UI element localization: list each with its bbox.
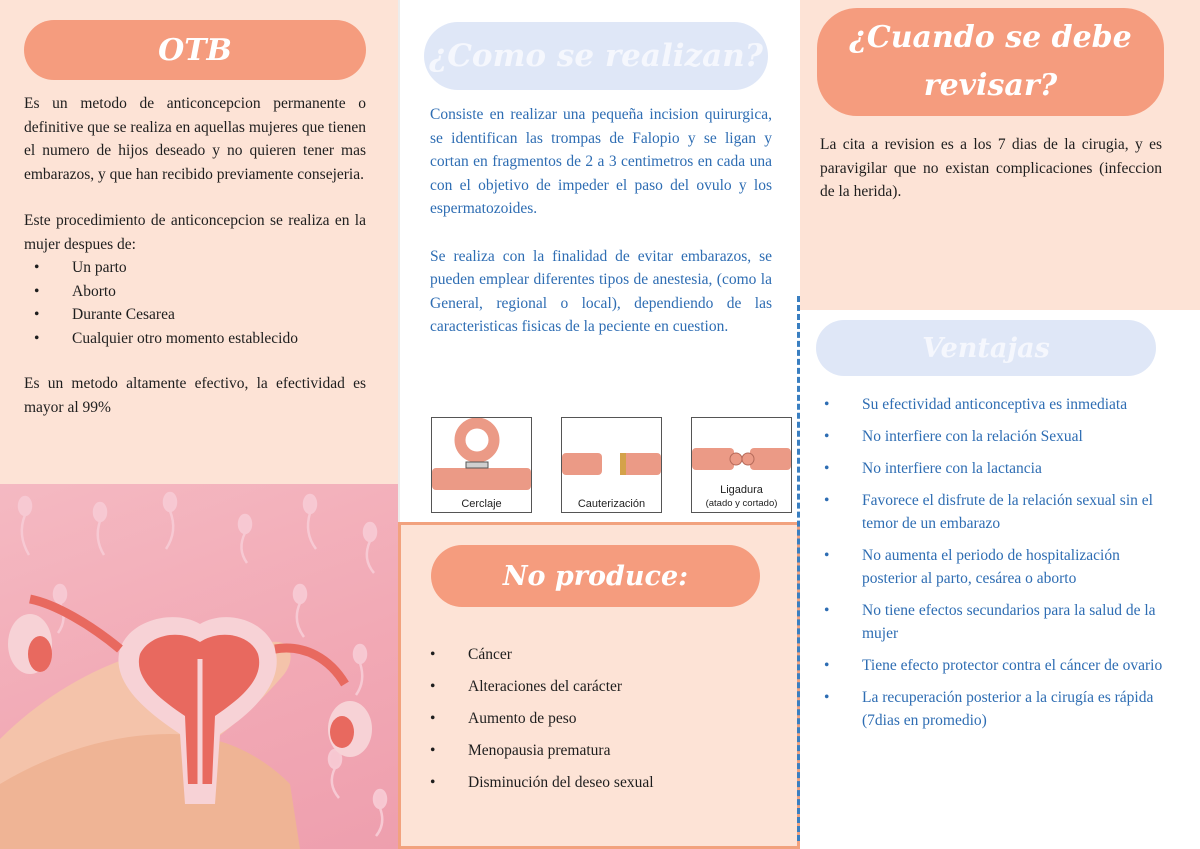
ligadura-sublabel: (atado y cortado) bbox=[705, 498, 778, 509]
uterus-photo bbox=[0, 484, 398, 849]
cerclaje-icon bbox=[432, 418, 531, 494]
ligadura-icon bbox=[692, 418, 791, 478]
otb-list bbox=[24, 256, 366, 350]
list-item: • Tiene efecto protector contra el cáncer de ovario bbox=[814, 654, 1176, 677]
ligadura-label: Ligadura bbox=[720, 484, 763, 496]
otb-para2: Este procedimiento de anticoncepcion se realiza en la mujer despues de: bbox=[24, 212, 366, 253]
fold-line bbox=[797, 296, 800, 841]
list-item: • No aumenta el periodo de hospitalización posterior al parto, cesárea o aborto bbox=[814, 544, 1176, 590]
list-item: • Su efectividad anticonceptiva es inmediata bbox=[814, 393, 1176, 416]
list-item: • Un parto bbox=[24, 256, 366, 280]
list-item: • Alteraciones del carácter bbox=[420, 671, 780, 703]
list-item: • Disminución del deseo sexual bbox=[420, 767, 780, 799]
cuando-para: La cita a revision es a los 7 dias de la cirugia, y es paravigilar que no existan complicaciones (infeccion de la herida). bbox=[820, 136, 1162, 200]
ventajas-text bbox=[814, 393, 1176, 732]
otb-para3: Es un metodo altamente efectivo, la efectividad es mayor al 99% bbox=[24, 375, 366, 416]
noproduce-list bbox=[420, 639, 780, 799]
noproduce-text bbox=[420, 639, 780, 799]
cerclaje-label: Cerclaje bbox=[461, 498, 502, 510]
list-item: • No interfiere con la relación Sexual bbox=[814, 425, 1176, 448]
list-item: • Aumento de peso bbox=[420, 703, 780, 735]
cauterizacion-diagram bbox=[561, 417, 662, 513]
ventajas-title: Ventajas bbox=[816, 320, 1156, 376]
list-item: • Cualquier otro momento establecido bbox=[24, 327, 366, 351]
cerclaje-diagram bbox=[431, 417, 532, 513]
divider bbox=[398, 0, 400, 524]
noproduce-title: No produce: bbox=[431, 545, 760, 607]
list-item: • La recuperación posterior a la cirugía es rápida (7dias en promedio) bbox=[814, 686, 1176, 732]
como-title: ¿Como se realizan? bbox=[424, 22, 768, 90]
ligadura-diagram bbox=[691, 417, 792, 513]
otb-para1: Es un metodo de anticoncepcion permanente o definitive que se realiza en aquellas mujeres que tienen el numero de hijos deseado y no quieren tener mas embarazos, y que han recibido previamente consejeria. bbox=[24, 95, 366, 183]
list-item: • No interfiere con la lactancia bbox=[814, 457, 1176, 480]
list-item: • Durante Cesarea bbox=[24, 303, 366, 327]
uterus-hands-illustration bbox=[0, 484, 398, 849]
cauterizacion-label: Cauterización bbox=[577, 498, 646, 510]
otb-title: OTB bbox=[24, 20, 366, 80]
list-item: • Aborto bbox=[24, 280, 366, 304]
cuando-text bbox=[820, 133, 1162, 204]
cauterizacion-icon bbox=[562, 418, 661, 494]
list-item: • Menopausia prematura bbox=[420, 735, 780, 767]
otb-text bbox=[24, 92, 366, 419]
cuando-title: ¿Cuando se debe revisar? bbox=[817, 8, 1164, 116]
ventajas-list bbox=[814, 393, 1176, 732]
como-para1: Consiste en realizar una pequeña incision quirurgica, se identifican las trompas de Falopio y se ligan y cortan en fragmentos de 2 a 3 centimetros en cada una con el objetivo de impeder el paso del ovulo y los espermatozoides. bbox=[430, 106, 772, 217]
como-text bbox=[430, 103, 772, 339]
como-para2: Se realiza con la finalidad de evitar embarazos, se pueden emplear diferentes tipos de anestesia, (como la General, regional o local), dependiendo de las caracteristicas fisicas de la peciente en cuestion. bbox=[430, 247, 772, 335]
list-item: • Cáncer bbox=[420, 639, 780, 671]
list-item: • No tiene efectos secundarios para la salud de la mujer bbox=[814, 599, 1176, 645]
list-item: • Favorece el disfrute de la relación sexual sin el temor de un embarazo bbox=[814, 489, 1176, 535]
